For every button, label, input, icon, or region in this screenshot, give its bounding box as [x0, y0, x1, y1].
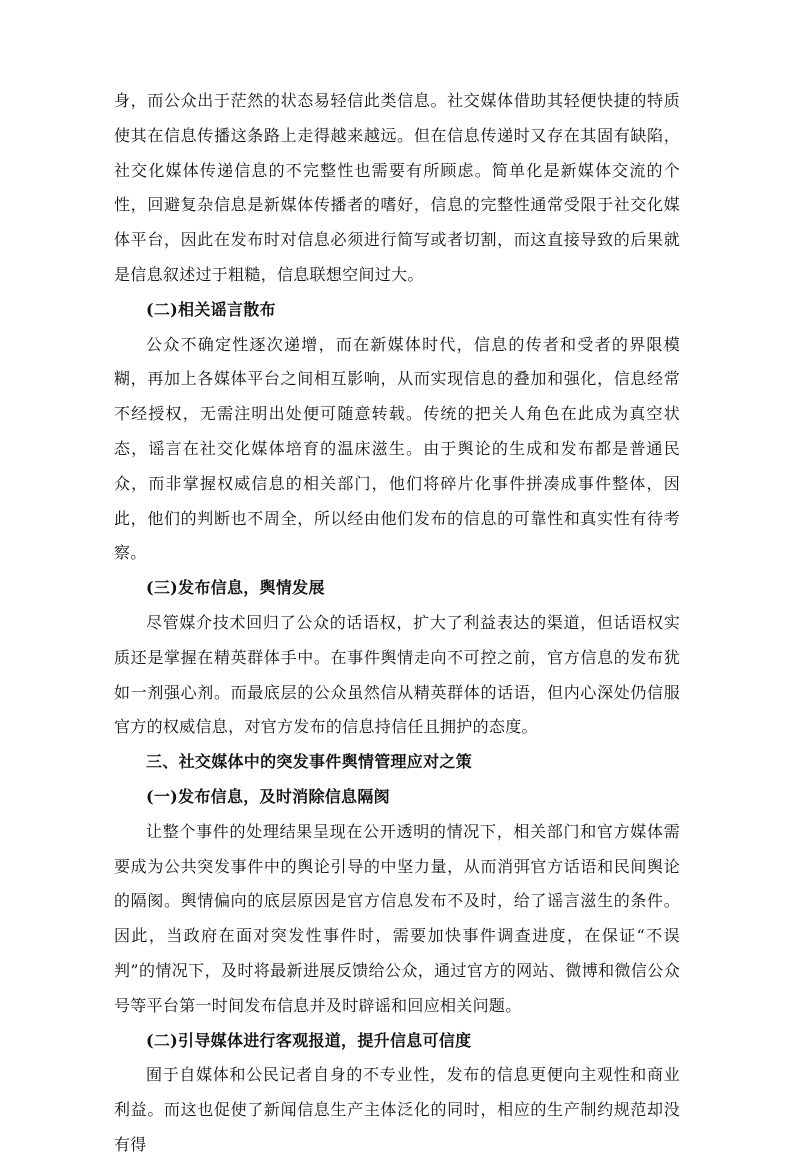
paragraph-rumor-spread: 公众不确定性逐次递增，而在新媒体时代，信息的传者和受者的界限模糊，再加上各媒体平台之间相互影响，从而实现信息的叠加和强化，信息经常不经授权，无需注明出处便可随意转载。传统的把关人角色在此成为真空状态，谣言在社交化媒体培育的温床滋生。由于舆论的生成和发布都是普通民众，而非掌握权威信息的相关部门，他们将碎片化事件拼凑成事件整体，因此，他们的判断也不周全，所以经由他们发布的信息的可靠性和真实性有待考察。	[114, 334, 680, 563]
section-heading-rumor-spread: (二)相关谣言散布	[146, 299, 276, 319]
chapter-heading-countermeasures: 三、社交媒体中的突发事件舆情管理应对之策	[146, 752, 473, 772]
paragraph-continuation: 身，而公众出于茫然的状态易轻信此类信息。社交媒体借助其轻便快捷的特质使其在信息传播这条路上走得越来越远。但在信息传递时又存在其固有缺陷，社交化媒体传递信息的不完整性也需要有所顾虑。简单化是新媒体交流的个性，回避复杂信息是新媒体传播者的嗜好，信息的完整性通常受限于社交化媒体平台，因此在发布时对信息必须进行简写或者切割，而这直接导致的后果就是信息叙述过于粗糙，信息联想空间过大。	[114, 91, 680, 284]
section-heading-eliminate-gap: (一)发布信息，及时消除信息隔阂	[146, 786, 390, 806]
section-heading-publish-info: (三)发布信息，舆情发展	[146, 578, 325, 598]
document-page	[114, 84, 680, 1163]
section-heading-objective-reporting: (二)引导媒体进行客观报道，提升信息可信度	[146, 1030, 472, 1050]
paragraph-objective-reporting: 囿于自媒体和公民记者自身的不专业性，发布的信息更便向主观性和商业利益。而这也促使了新闻信息生产主体泛化的同时，相应的生产制约规范却没有得	[114, 1065, 680, 1154]
paragraph-publish-info: 尽管媒介技术回归了公众的话语权，扩大了利益表达的渠道，但话语权实质还是掌握在精英群体手中。在事件舆情走向不可控之前，官方信息的发布犹如一剂强心剂。而最底层的公众虽然信从精英群体的话语，但内心深处仍信服官方的权威信息，对官方发布的信息持信任且拥护的态度。	[114, 612, 680, 737]
paragraph-eliminate-gap: 让整个事件的处理结果呈现在公开透明的情况下，相关部门和官方媒体需要成为公共突发事件中的舆论引导的中坚力量，从而消弭官方话语和民间舆论的隔阂。舆情偏向的底层原因是官方信息发布不及时，给了谣言滋生的条件。因此，当政府在面对突发性事件时，需要加快事件调查进度，在保证“不误判”的情况下，及时将最新进展反馈给公众，通过官方的网站、微博和微信公众号等平台第一时间发布信息并及时辟谣和回应相关问题。	[114, 821, 680, 1015]
